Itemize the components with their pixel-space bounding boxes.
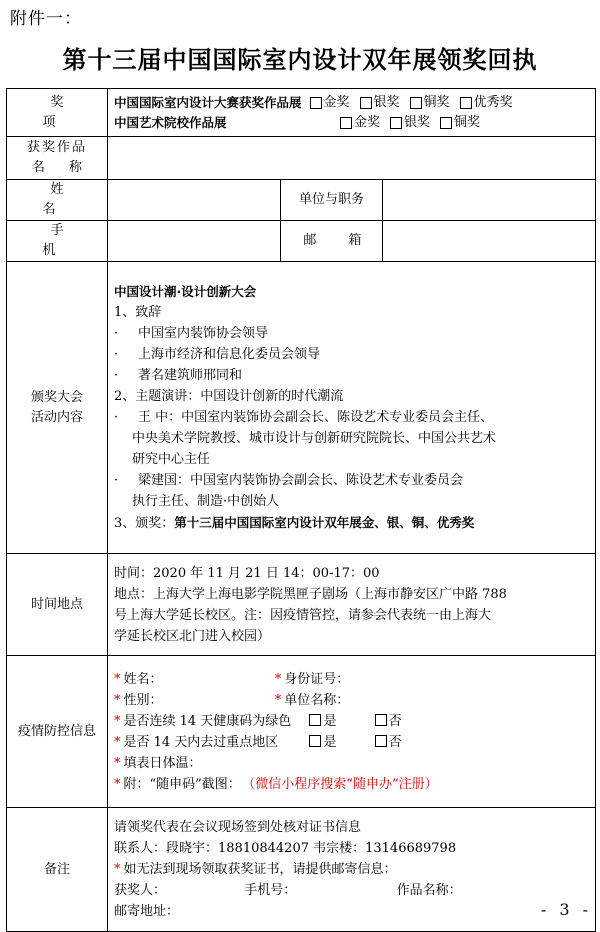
required-star: * <box>114 671 121 687</box>
temperature-label: 填表日体温： <box>123 755 202 771</box>
name-field[interactable] <box>108 180 281 221</box>
excellent-checkbox-1[interactable] <box>460 97 472 109</box>
mailing-note <box>114 859 589 880</box>
page-title: 第十三届中国国际室内设计双年展领奖回执 <box>62 46 538 74</box>
time-place-content <box>108 554 596 656</box>
ceremony-content <box>108 262 596 554</box>
speech-item-text: 中国室内装饰协会领导 <box>138 326 269 341</box>
phone-label: 手 机 <box>7 221 108 262</box>
silver-checkbox-2[interactable] <box>390 117 402 129</box>
award-options <box>108 89 596 137</box>
award-line-1 <box>114 93 589 113</box>
name-row <box>7 180 596 221</box>
speaker-1-text: 王 中：中国室内装饰协会副会长、陈设艺术专业委员会主任、 <box>138 410 494 425</box>
epidemic-row <box>7 656 596 808</box>
email-label: 邮 箱 <box>281 221 383 262</box>
phone-row <box>7 221 596 262</box>
recipient-line <box>114 880 589 901</box>
award-line-2 <box>114 113 589 133</box>
attachment-line <box>114 774 589 795</box>
epidemic-content <box>108 656 596 808</box>
speech-item <box>114 344 589 365</box>
receipt-form <box>6 88 596 932</box>
required-star: * <box>114 713 121 729</box>
event-place-line: 地点：上海大学上海电影学院黑匣子剧场（上海市静安区广中路 788 <box>114 586 507 602</box>
ceremony-label-line-2: 活动内容 <box>30 409 83 425</box>
no-label: 否 <box>388 734 402 750</box>
bronze-checkbox-1[interactable] <box>410 97 422 109</box>
option-excellent-1: 优秀奖 <box>473 94 513 110</box>
name-label: 姓 名 <box>7 180 108 221</box>
ceremony-label <box>7 262 108 554</box>
yes-label: 是 <box>323 734 337 750</box>
speaker-1-line <box>114 407 589 428</box>
phone-field[interactable] <box>108 221 281 262</box>
section-3-prefix: 3、颁奖： <box>114 516 175 531</box>
event-place-line: 学延长校区北门进入校园） <box>114 628 271 644</box>
event-place-line: 号上海大学延长校区。注：因疫情管控，请参会代表统一由上海大 <box>114 607 492 623</box>
work-label-line-1: 获奖作品 <box>26 140 87 155</box>
speech-item <box>114 365 589 386</box>
speech-item <box>114 323 589 344</box>
speaker-2-text: 梁建国：中国室内装饰协会副会长、陈设艺术专业委员会 <box>138 473 464 488</box>
bronze-checkbox-2[interactable] <box>440 117 452 129</box>
epidemic-label: 疫情防控信息 <box>7 656 108 808</box>
temperature-line <box>114 753 589 774</box>
annex-label: 附件一： <box>10 9 82 29</box>
epidemic-gender-unit-line <box>114 690 589 711</box>
required-star: * <box>114 776 121 792</box>
option-gold-1: 金奖 <box>323 94 350 110</box>
speaker-2-line: 执行主任、制造·中创始人 <box>132 494 280 509</box>
unit-label: 单位与职务 <box>281 180 383 221</box>
attachment-label: 附：“随申码”截图： <box>123 776 241 792</box>
gold-checkbox-2[interactable] <box>340 117 352 129</box>
option-silver-1: 银奖 <box>373 94 400 110</box>
section-3-awards: 第十三届中国国际室内设计双年展金、银、铜、优秀奖 <box>174 515 475 530</box>
speech-item-text: 著名建筑师邢同和 <box>138 368 243 383</box>
option-gold-2: 金奖 <box>354 114 381 130</box>
health-no-checkbox[interactable] <box>375 714 387 726</box>
time-place-row <box>7 554 596 656</box>
option-bronze-1: 铜奖 <box>423 94 450 110</box>
bullet: · <box>114 326 119 341</box>
award-label: 奖 项 <box>7 89 108 137</box>
work-row <box>7 137 596 180</box>
work-label <box>7 137 108 180</box>
award-category-2: 中国艺术院校作品展 <box>114 114 227 130</box>
remarks-line-1: 请领奖代表在会议现场签到处核对证书信息 <box>114 820 362 835</box>
health-yes-checkbox[interactable] <box>309 714 321 726</box>
health-code-text: 是否连续 14 天健康码为绿色 <box>123 713 292 729</box>
work-label-line-2: 名 称 <box>31 160 93 175</box>
option-bronze-2: 铜奖 <box>454 114 481 130</box>
recipient-work-label: 作品名称： <box>396 883 462 898</box>
award-row <box>7 89 596 137</box>
risk-yes-checkbox[interactable] <box>309 735 321 747</box>
contact-line: 联系人：段晓宇：18810844207 韦宗楼：13146689798 <box>114 841 457 856</box>
epidemic-name-id-line <box>114 669 589 690</box>
required-star: * <box>114 734 121 750</box>
bullet: · <box>114 347 119 362</box>
unit-field[interactable] <box>383 180 596 221</box>
epidemic-gender-label: 性别： <box>123 692 163 708</box>
section-1-title: 1、致辞 <box>114 305 162 320</box>
silver-checkbox-1[interactable] <box>360 97 372 109</box>
bullet: · <box>114 473 119 488</box>
bullet: · <box>114 410 119 425</box>
required-star: * <box>274 671 282 687</box>
address-line: 邮寄地址： <box>114 904 180 919</box>
award-category-1: 中国国际室内设计大赛获奖作品展 <box>114 94 302 110</box>
speaker-1-line: 中央美术学院教授、城市设计与创新研究院院长、中国公共艺术 <box>132 431 497 446</box>
remarks-label: 备注 <box>7 808 108 932</box>
required-star: * <box>114 755 121 771</box>
required-star: * <box>114 862 121 877</box>
epidemic-name-label: 姓名： <box>123 671 163 687</box>
attachment-note: （微信小程序搜索“随申办”注册） <box>248 776 438 792</box>
remarks-row <box>7 808 596 932</box>
gold-checkbox-1[interactable] <box>310 97 322 109</box>
ceremony-row <box>7 262 596 554</box>
speaker-1-line: 研究中心主任 <box>132 452 211 467</box>
recipient-phone-label: 手机号： <box>244 883 297 898</box>
risk-area-question <box>114 732 589 753</box>
required-star: * <box>114 692 121 708</box>
bullet: · <box>114 368 119 383</box>
section-2-title: 2、主题演讲：中国设计创新的时代潮流 <box>114 389 344 404</box>
event-time: 时间：2020 年 11 月 21 日 14：00-17：00 <box>114 565 380 581</box>
risk-no-checkbox[interactable] <box>375 735 387 747</box>
recipient-label: 获奖人： <box>114 883 167 898</box>
epidemic-id-label: 身份证号： <box>284 671 350 687</box>
yes-label: 是 <box>323 713 337 729</box>
time-place-label: 时间地点 <box>7 554 108 656</box>
ceremony-heading: 中国设计潮·设计创新大会 <box>114 284 257 299</box>
epidemic-unit-label: 单位名称： <box>284 692 350 708</box>
speaker-2-line <box>114 470 589 491</box>
option-silver-2: 银奖 <box>404 114 431 130</box>
required-star: * <box>274 692 282 708</box>
health-code-question <box>114 711 589 732</box>
section-3 <box>114 512 589 534</box>
mailing-note-text: 如无法到现场领取获奖证书，请提供邮寄信息： <box>123 862 397 877</box>
ceremony-label-line-1: 颁奖大会 <box>30 389 83 405</box>
work-name-field[interactable] <box>108 137 596 180</box>
no-label: 否 <box>388 713 402 729</box>
risk-area-text: 是否 14 天内去过重点地区 <box>123 734 279 750</box>
email-field[interactable] <box>383 221 596 262</box>
page-number: - 3 - <box>540 900 592 919</box>
remarks-content <box>108 808 596 932</box>
speech-item-text: 上海市经济和信息化委员会领导 <box>138 347 321 362</box>
